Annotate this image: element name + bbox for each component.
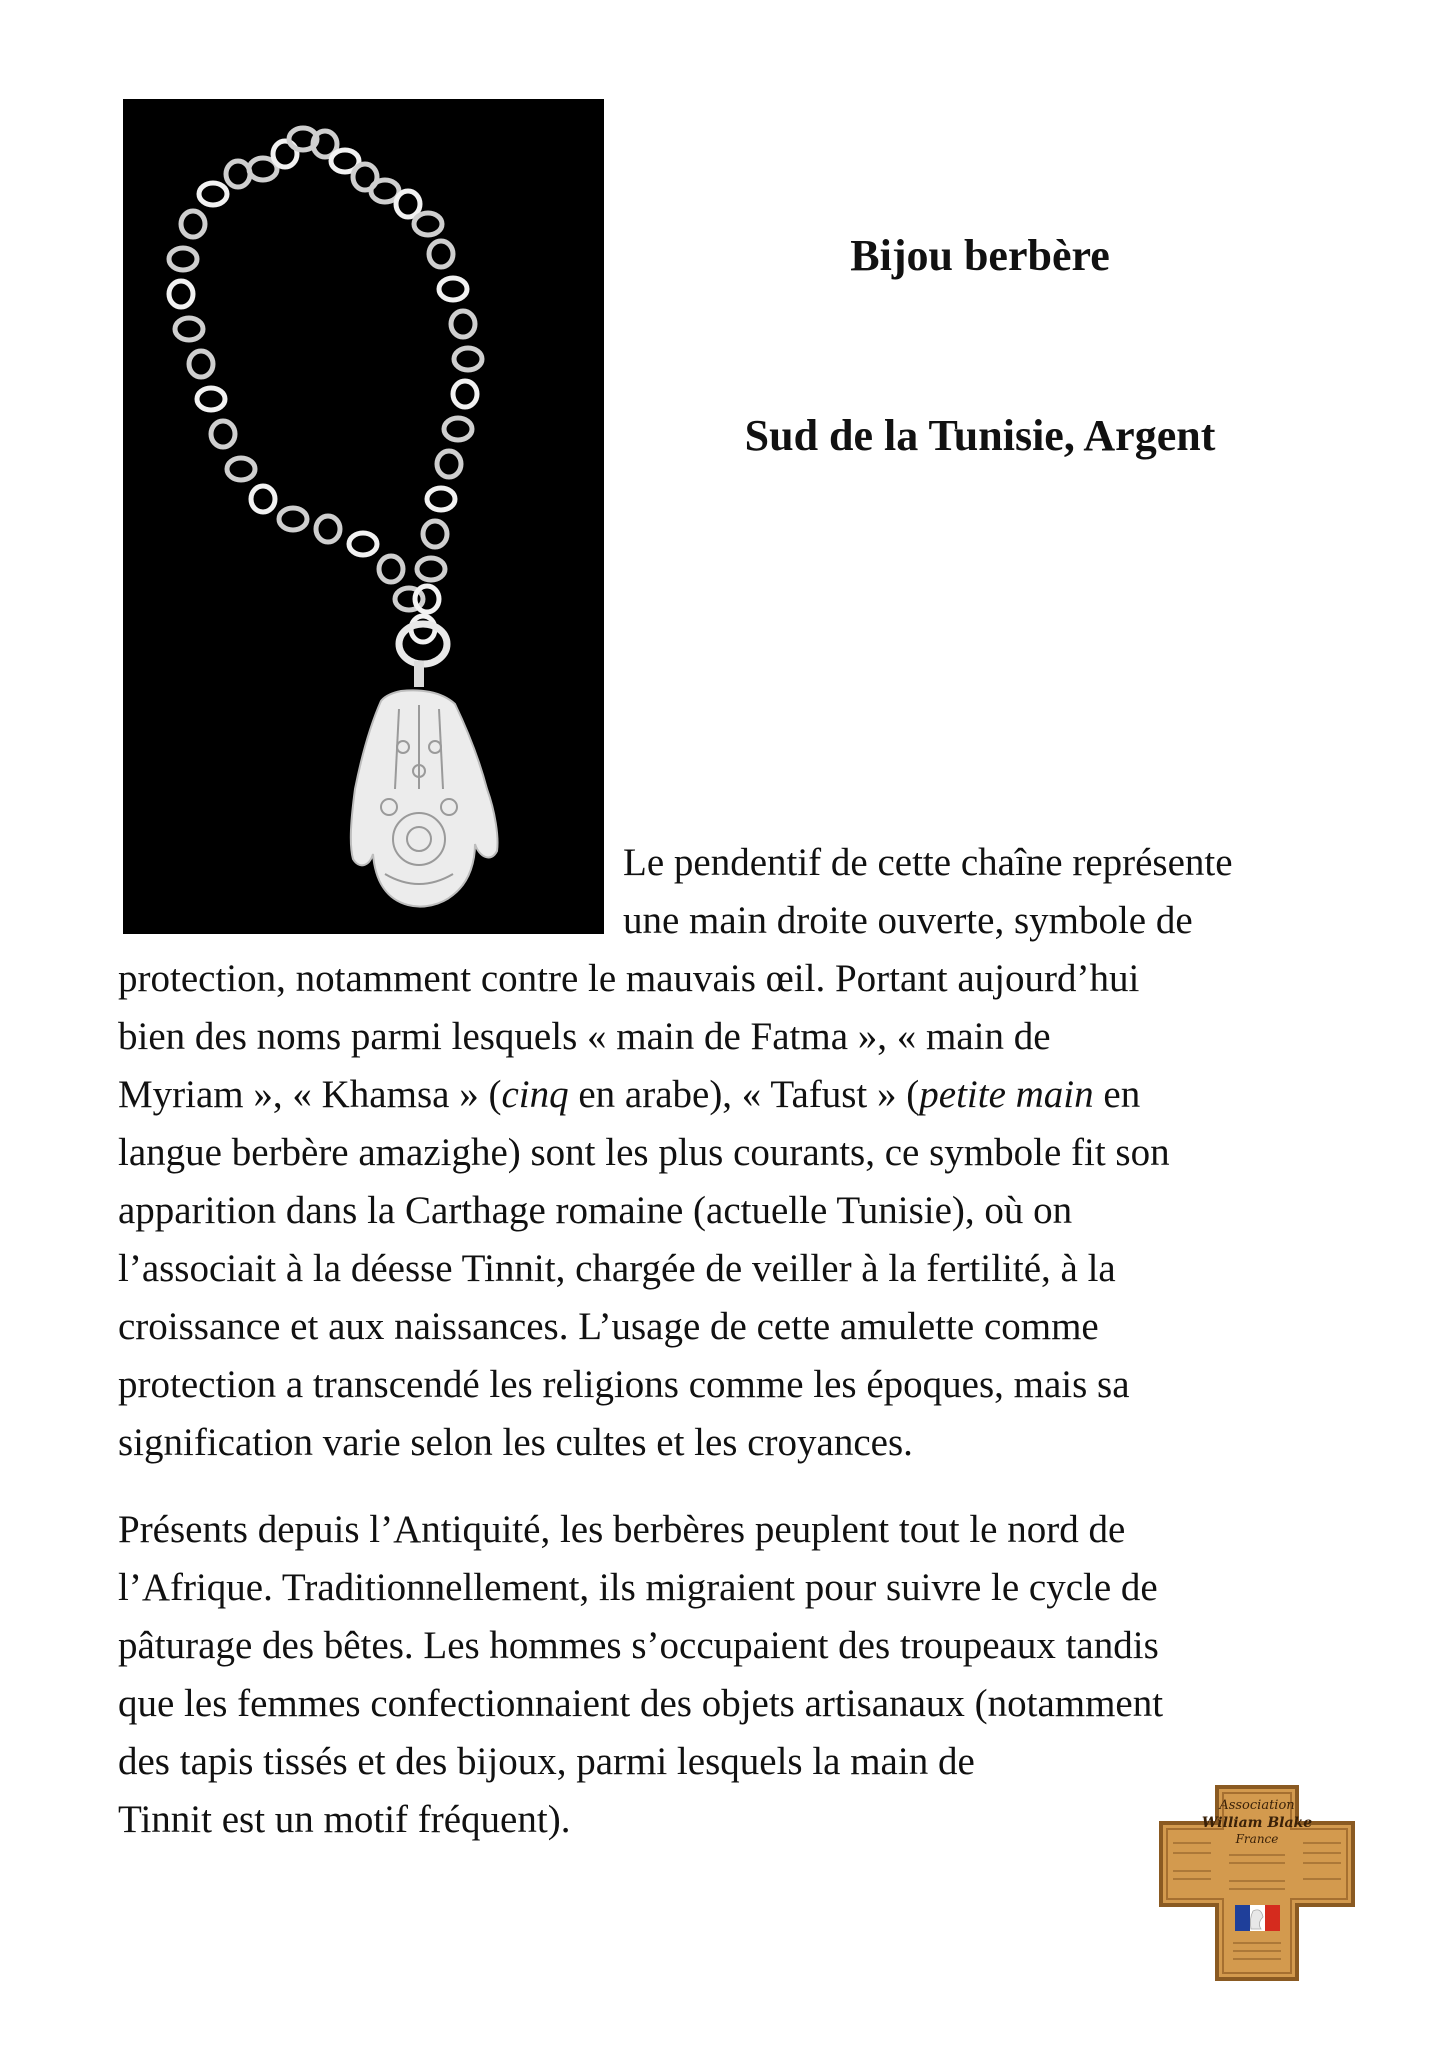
text-line: l’Afrique. Traditionnellement, ils migraient pour suivre le cycle de — [118, 1566, 1158, 1609]
text-line: bien des noms parmi lesquels « main de Fatma », « main de — [118, 1015, 1051, 1058]
text-line: Le pendentif de cette chaîne représente — [623, 841, 1233, 884]
text-line: Tinnit est un motif fréquent). — [118, 1798, 571, 1841]
text-line: des tapis tissés et des bijoux, parmi lesquels la main de — [118, 1740, 975, 1783]
seal-stamp-icon — [1157, 1783, 1357, 1983]
seal-line-1: Association — [1219, 1798, 1295, 1813]
text-line: une main droite ouverte, symbole de — [623, 899, 1193, 942]
text-line: que les femmes confectionnaient des objets artisanaux (notamment — [118, 1682, 1164, 1725]
page-subtitle: Sud de la Tunisie, Argent — [744, 411, 1216, 460]
association-seal — [1157, 1783, 1357, 1983]
text-line: protection a transcendé les religions comme les époques, mais sa — [118, 1363, 1130, 1406]
text-line: langue berbère amazighe) sont les plus courants, ce symbole fit son — [118, 1131, 1170, 1174]
paragraph-1-beside-photo — [623, 834, 1343, 950]
necklace-image — [123, 99, 604, 934]
text-line: protection, notamment contre le mauvais œil. Portant aujourd’hui — [118, 957, 1140, 1000]
text-line-mixed — [118, 1066, 1358, 1124]
seal-line-3: France — [1235, 1832, 1279, 1846]
page-title: Bijou berbère — [850, 231, 1110, 280]
seal-line-2: William Blake — [1201, 1815, 1313, 1831]
text-line: signification varie selon les cultes et les croyances. — [118, 1421, 913, 1464]
text-run: en arabe), « Tafust » ( — [568, 1073, 920, 1116]
pendant-bail — [414, 661, 424, 687]
marianne-flag-icon — [1235, 1905, 1280, 1931]
paragraph-1 — [118, 950, 1358, 1472]
text-line: apparition dans la Carthage romaine (actuelle Tunisie), où on — [118, 1189, 1073, 1232]
italic-term: petite main — [919, 1073, 1094, 1116]
text-run: en — [1093, 1073, 1141, 1116]
italic-term: cinq — [501, 1073, 569, 1116]
text-line: Présents depuis l’Antiquité, les berbères peuplent tout le nord de — [118, 1508, 1126, 1551]
text-line: l’associait à la déesse Tinnit, chargée de veiller à la fertilité, à la — [118, 1247, 1116, 1290]
text-line: pâturage des bêtes. Les hommes s’occupaient des troupeaux tandis — [118, 1624, 1159, 1667]
text-line: croissance et aux naissances. L’usage de cette amulette comme — [118, 1305, 1099, 1348]
text-run: Myriam », « Khamsa » ( — [118, 1073, 502, 1116]
necklace-photo — [123, 99, 604, 934]
